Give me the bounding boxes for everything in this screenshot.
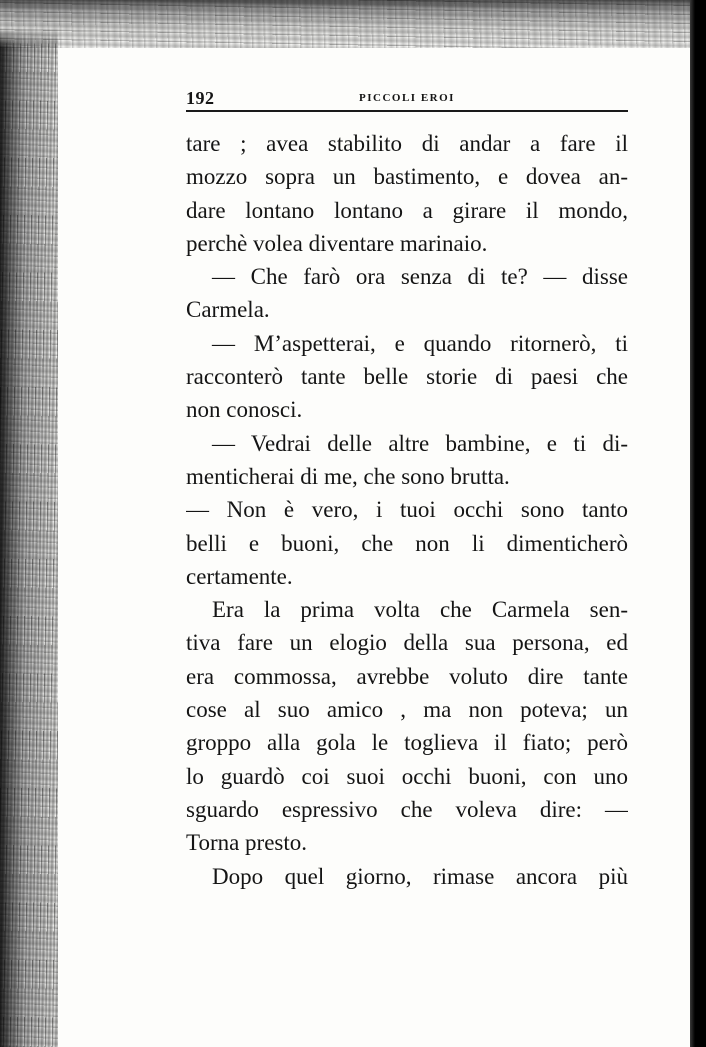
text-line: groppo alla gola le toglieva il fiato; però (186, 730, 628, 756)
text-line: Dopo quel giorno, rimase ancora più (212, 863, 628, 889)
text-line: menticherai di me, che sono brutta. (186, 463, 510, 489)
text-line: — Che farò ora senza di te? — disse (212, 264, 628, 290)
page-number: 192 (186, 88, 215, 108)
text-line: sguardo espressivo che voleva dire: — (186, 796, 628, 822)
text-line: Era la prima volta che Carmela sen- (212, 597, 628, 623)
text-line: certamente. (186, 563, 293, 589)
text-line: tare ; avea stabilito di andar a fare il (186, 131, 628, 156)
text-line: mozzo sopra un bastimento, e dovea an- (186, 164, 628, 190)
scan-band-top (0, 0, 692, 48)
text-line: perchè volea diventare marinaio. (186, 230, 488, 256)
body-text (186, 127, 628, 893)
text-line: cose al suo amico , ma non poteva; un (186, 697, 628, 723)
text-line: tiva fare un elogio della sua persona, ed (186, 630, 628, 656)
running-title: PICCOLI EROI (359, 92, 455, 104)
text-line: dare lontano lontano a girare il mondo, (186, 197, 628, 223)
text-line: — Vedrai delle altre bambine, e ti di- (212, 430, 628, 456)
text-line: racconterò tante belle storie di paesi che (186, 364, 628, 390)
scan-gutter-left (0, 0, 58, 1047)
text-line: non conosci. (186, 397, 303, 423)
text-line: lo guardò coi suoi occhi buoni, con uno (186, 763, 628, 789)
text-line: belli e buoni, che non li dimenticherò (186, 530, 628, 556)
text-line: — Non è vero, i tuoi occhi sono tanto (186, 497, 628, 523)
text-line: — M’aspetterai, e quando ritornerò, ti (212, 330, 628, 356)
scan-edge-right (690, 0, 706, 1047)
text-line: Carmela. (186, 297, 270, 323)
text-line: Torna presto. (186, 830, 308, 856)
text-line: era commossa, avrebbe voluto dire tante (186, 663, 628, 689)
page-header (186, 88, 628, 112)
